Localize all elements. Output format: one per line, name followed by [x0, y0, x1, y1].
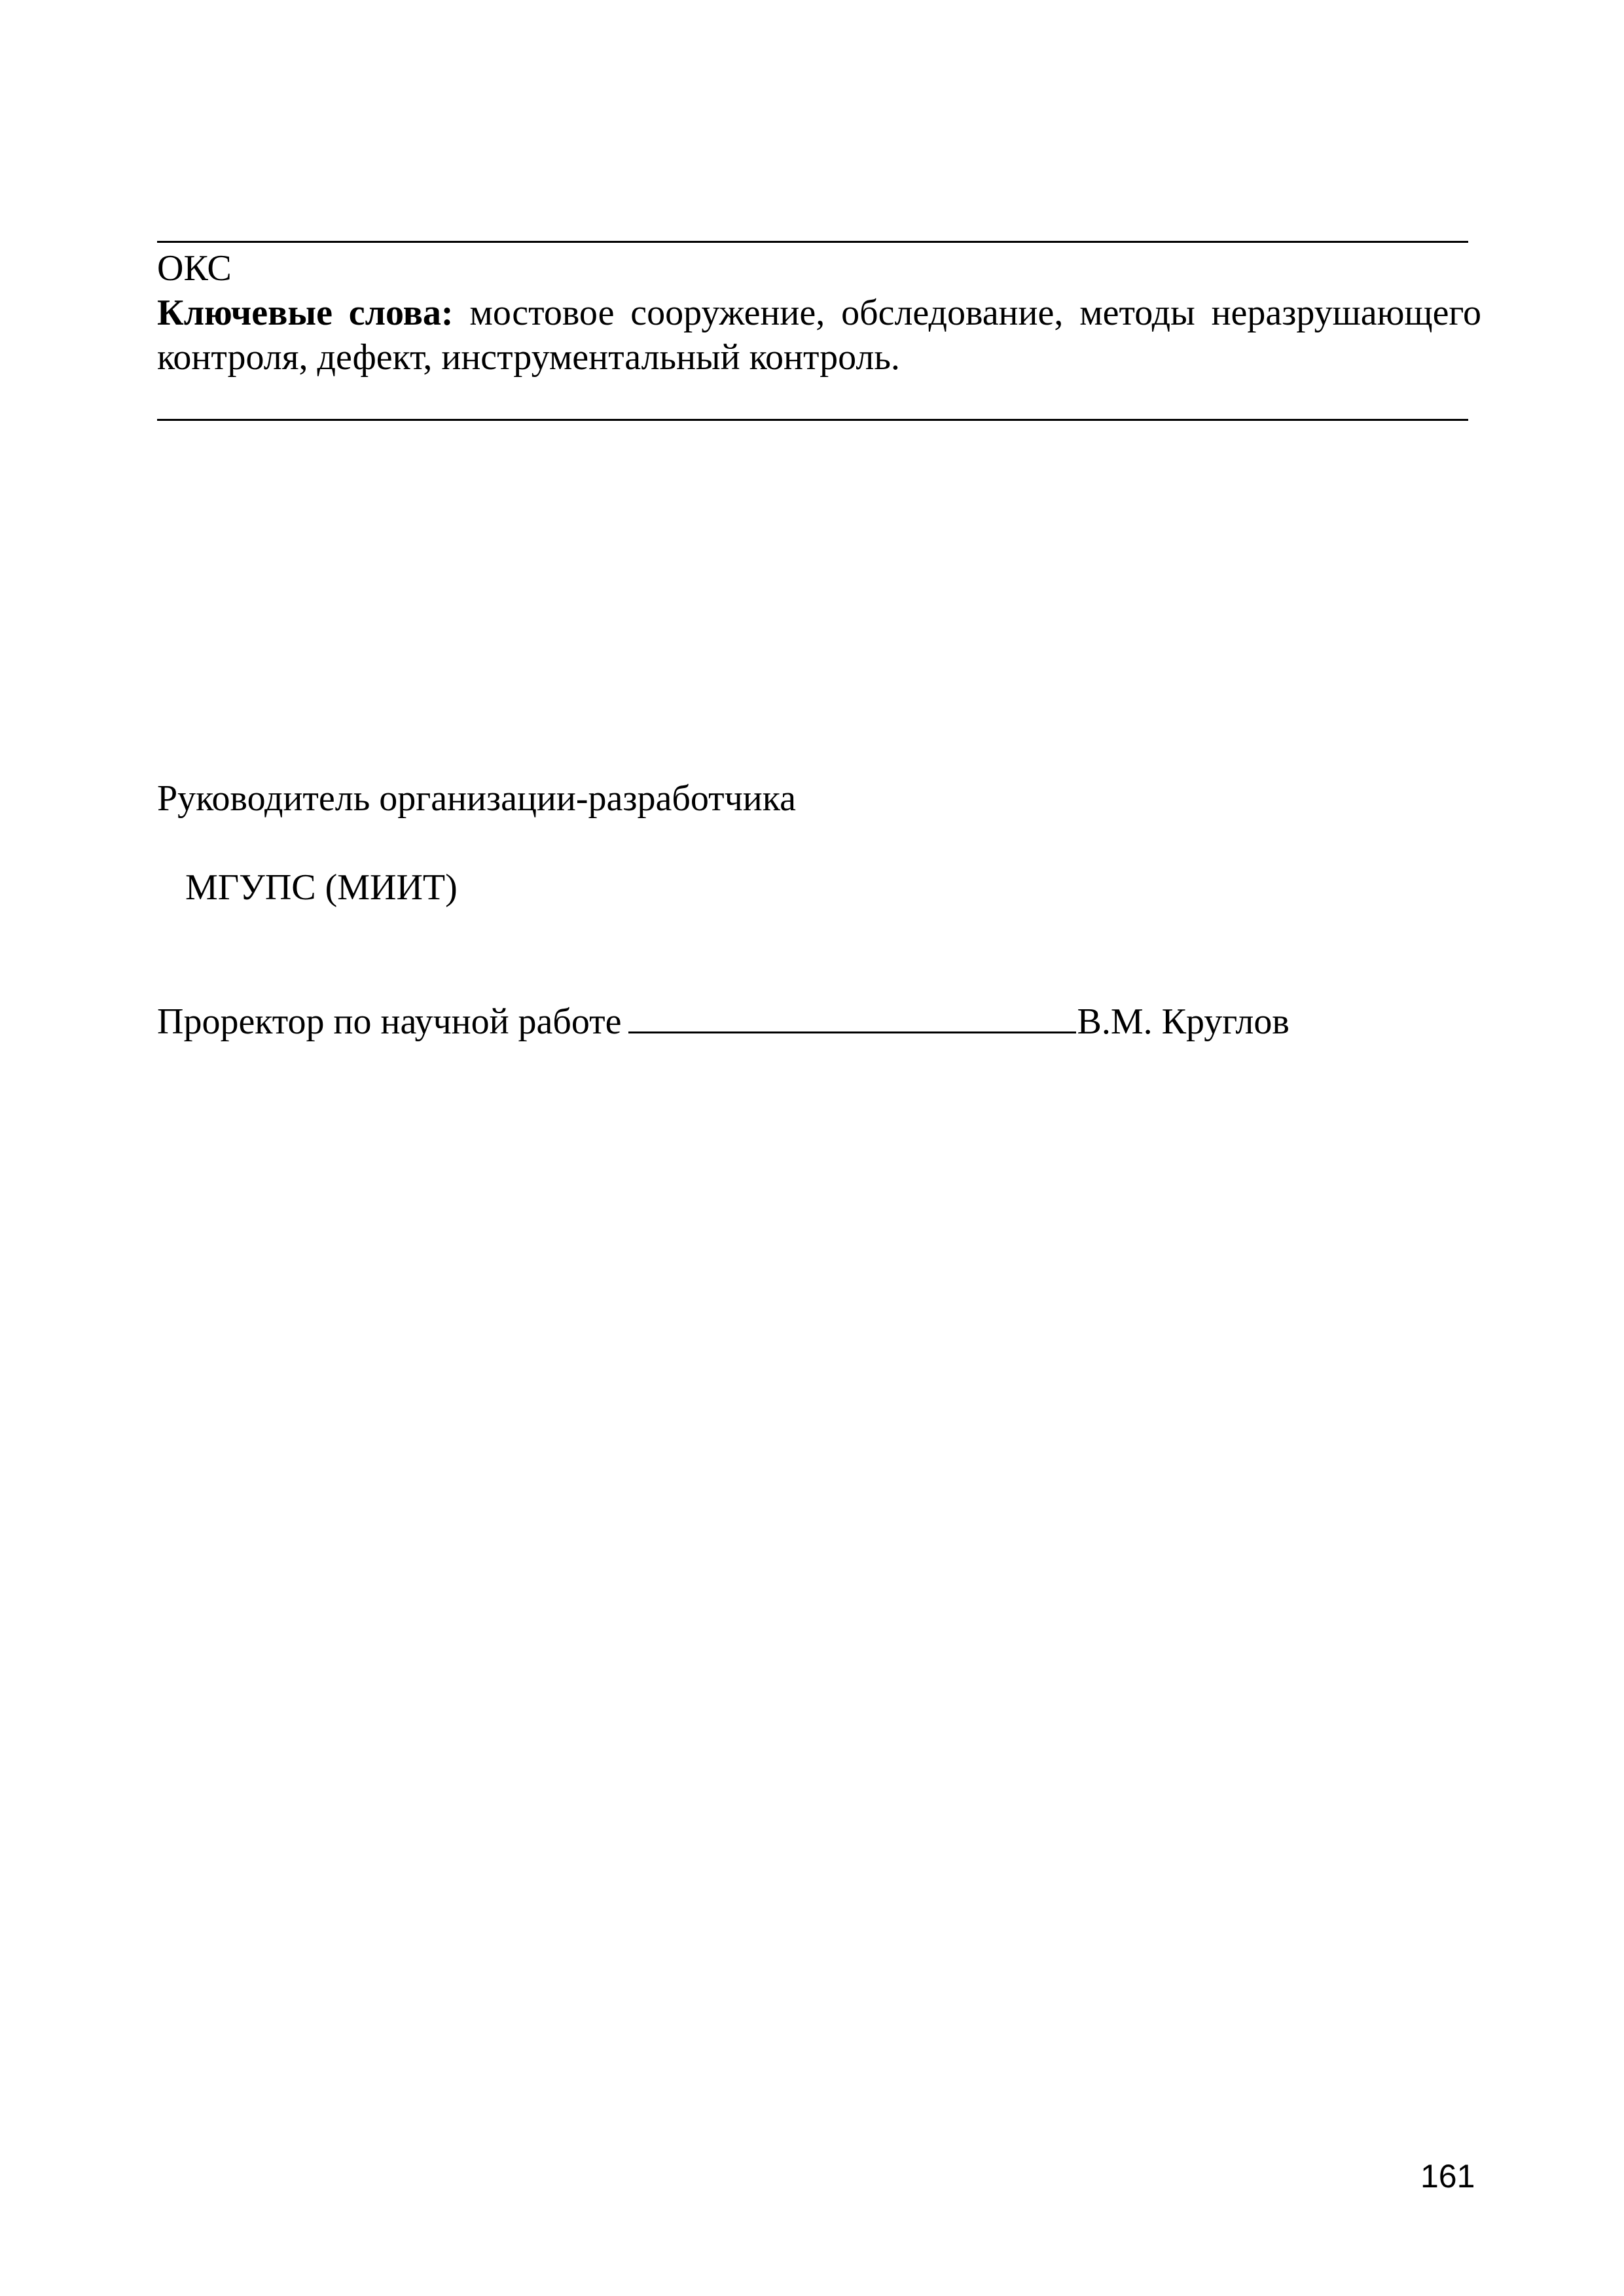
page-number: 161: [1420, 2158, 1475, 2195]
signature-blank: [628, 999, 1076, 1033]
signatory-position: Проректор по научной работе: [157, 1001, 622, 1042]
bottom-rule: [157, 419, 1468, 421]
keywords-paragraph: [157, 291, 1481, 380]
keywords-text: мостовое сооружение, обследование, методы неразрушающего контроля, дефект, инструментальный контроль.: [157, 293, 1481, 378]
signatory-name: В.М. Круглов: [1077, 1001, 1290, 1042]
keywords-label: Ключевые слова:: [157, 293, 454, 333]
classification-code: ОКС: [157, 248, 232, 289]
organization-head-label: Руководитель организации-разработчика: [157, 778, 796, 819]
top-rule: [157, 241, 1468, 243]
organization-name: МГУПС (МИИТ): [185, 867, 458, 908]
signature-line: [157, 999, 1290, 1044]
